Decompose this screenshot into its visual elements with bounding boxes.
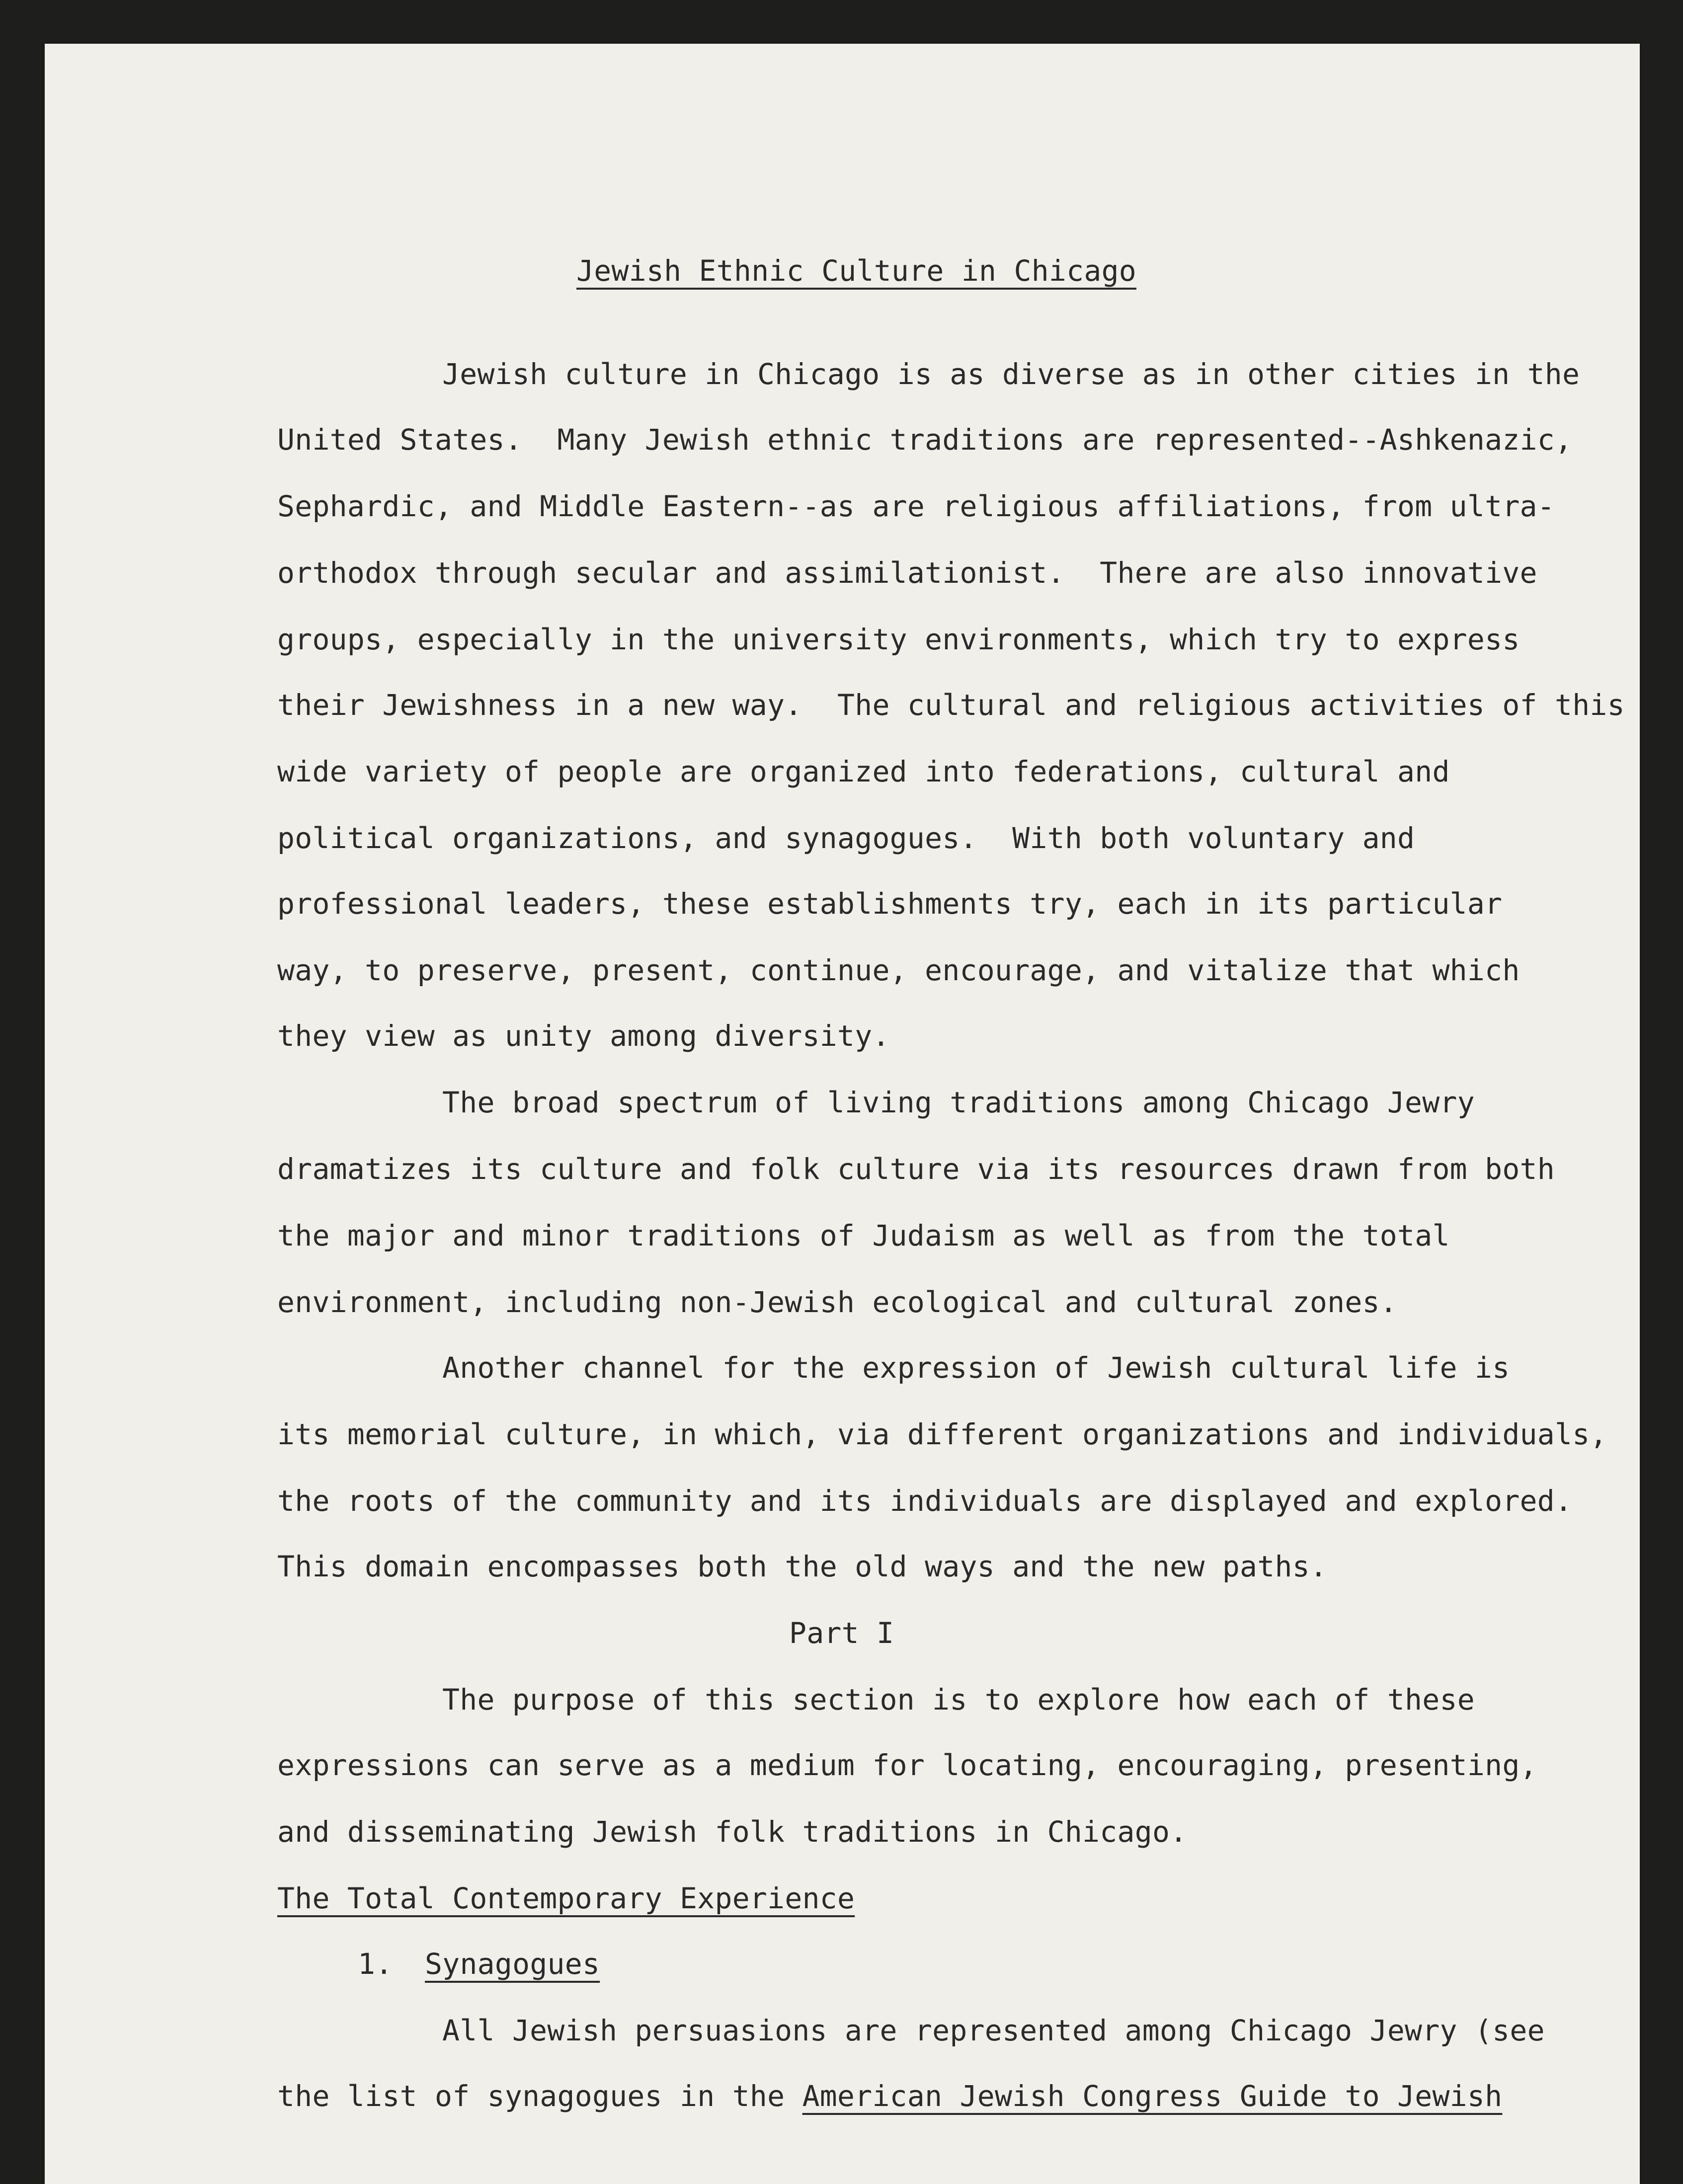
paragraph-line: and disseminating Jewish folk traditions in Chicago. (277, 1815, 1188, 1849)
list-item-number: 1. (358, 1947, 393, 1981)
paragraph-line: United States. Many Jewish ethnic traditions are represented--Ashkenazic, (277, 423, 1573, 457)
paragraph-line: the roots of the community and its individuals are displayed and explored. (277, 1484, 1573, 1518)
paragraph-line: Another channel for the expression of Jewish cultural life is (442, 1351, 1510, 1385)
paragraph-line: The broad spectrum of living traditions among Chicago Jewry (442, 1086, 1475, 1119)
paragraph-line: groups, especially in the university environments, which try to express (277, 623, 1520, 656)
document-title: Jewish Ethnic Culture in Chicago (576, 254, 1137, 288)
paragraph-line: wide variety of people are organized into federations, cultural and (277, 755, 1450, 788)
list-item-label: Synagogues (425, 1947, 600, 1981)
paragraph-line: its memorial culture, in which, via different organizations and individuals, (277, 1417, 1607, 1451)
paragraph-line: professional leaders, these establishments try, each in its particular (277, 887, 1503, 921)
paragraph-line: All Jewish persuasions are represented among Chicago Jewry (see (442, 2014, 1545, 2047)
paragraph-line: they view as unity among diversity. (277, 1019, 890, 1053)
paragraph-line: orthodox through secular and assimilationist. There are also innovative (277, 556, 1537, 590)
paragraph-line: dramatizes its culture and folk culture via its resources drawn from both (277, 1152, 1555, 1186)
part-heading: Part I (789, 1616, 894, 1650)
paragraph-line: Jewish culture in Chicago is as diverse as in other cities in the (442, 357, 1580, 391)
paragraph-line: environment, including non-Jewish ecological and cultural zones. (277, 1285, 1398, 1319)
paragraph-line: Sephardic, and Middle Eastern--as are religious affiliations, from ultra- (277, 489, 1555, 523)
paragraph-line: expressions can serve as a medium for locating, encouraging, presenting, (277, 1748, 1537, 1782)
section-heading: The Total Contemporary Experience (277, 1881, 855, 1915)
paragraph-line: the major and minor traditions of Judaism as well as from the total (277, 1219, 1450, 1252)
paragraph-line: This domain encompasses both the old ways and the new paths. (277, 1550, 1328, 1583)
paragraph-line-prefix: the list of synagogues in the (277, 2079, 802, 2113)
paragraph-line: their Jewishness in a new way. The cultural and religious activities of this (277, 688, 1625, 722)
paragraph-line: political organizations, and synagogues. With both voluntary and (277, 821, 1415, 855)
paragraph-line (277, 2079, 1503, 2113)
paragraph-line: way, to preserve, present, continue, encourage, and vitalize that which (277, 953, 1520, 987)
paragraph-line: The purpose of this section is to explore how each of these (442, 1683, 1475, 1716)
cited-title: American Jewish Congress Guide to Jewish (802, 2079, 1503, 2113)
